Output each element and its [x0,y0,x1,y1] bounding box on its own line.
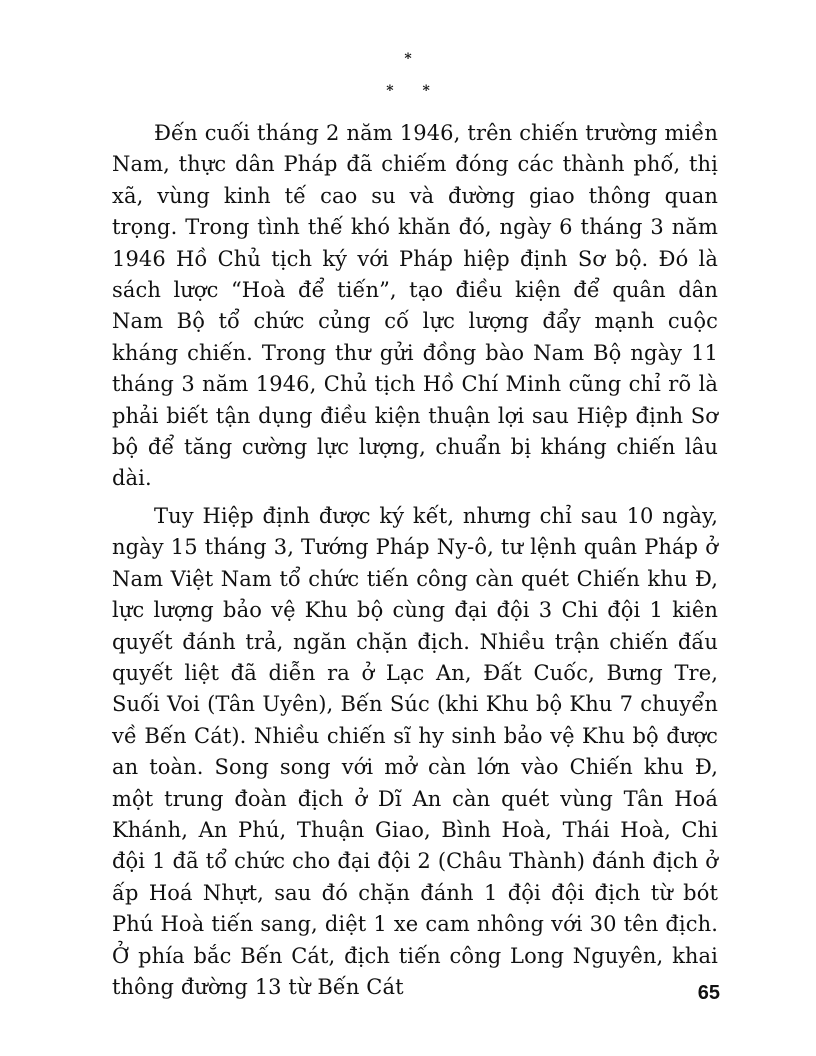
asterisk: * [404,51,412,67]
paragraph: Đến cuối tháng 2 năm 1946, trên chiến trường miền Nam, thực dân Pháp đã chiếm đóng các thành phố, thị xã, vùng kinh tế cao su và đường giao thông quan trọng. Trong tình thế khó khăn đó, ngày 6 tháng 3 năm 1946 Hồ Chủ tịch ký với Pháp hiệp định Sơ bộ. Đó là sách lược “Hoà để tiến”, tạo điều kiện để quân dân Nam Bộ tổ chức củng cố lực lượng đẩy mạnh cuộc kháng chiến. Trong thư gửi đồng bào Nam Bộ ngày 11 tháng 3 năm 1946, Chủ tịch Hồ Chí Minh cũng chỉ rõ là phải biết tận dụng điều kiện thuận lợi sau Hiệp định Sơ bộ để tăng cường lực lượng, chuẩn bị kháng chiến lâu dài. [112,121,718,491]
page-number: 65 [697,982,720,1004]
section-separator-top [0,52,816,66]
paragraph: Tuy Hiệp định được ký kết, nhưng chỉ sau 10 ngày, ngày 15 tháng 3, Tướng Pháp Ny-ô, tư lệnh quân Pháp ở Nam Việt Nam tổ chức tiến công càn quét Chiến khu Đ, lực lượng bảo vệ Khu bộ cùng đại đội 3 Chi đội 1 kiên quyết đánh trả, ngăn chặn địch. Nhiều trận chiến đấu quyết liệt đã diễn ra ở Lạc An, Đất Cuốc, Bưng Tre, Suối Voi (Tân Uyên), Bến Súc (khi Khu bộ Khu 7 chuyển về Bến Cát). Nhiều chiến sĩ hy sinh bảo vệ Khu bộ được an toàn. Song song với mở càn lớn vào Chiến khu Đ, một trung đoàn địch ở Dĩ An càn quét vùng Tân Hoá Khánh, An Phú, Thuận Giao, Bình Hoà, Thái Hoà, Chi đội 1 đã tổ chức cho đại đội 2 (Châu Thành) đánh địch ở ấp Hoá Nhựt, sau đó chặn đánh 1 đội đội địch từ bót Phú Hoà tiến sang, diệt 1 xe cam nhông với 30 tên địch. Ở phía bắc Bến Cát, địch tiến công Long Nguyên, khai thông đường 13 từ Bến Cát [112,503,718,999]
section-separator-bottom [0,84,816,98]
asterisk: * [386,83,394,99]
body-text [112,118,718,1003]
asterisk: * [422,83,430,99]
